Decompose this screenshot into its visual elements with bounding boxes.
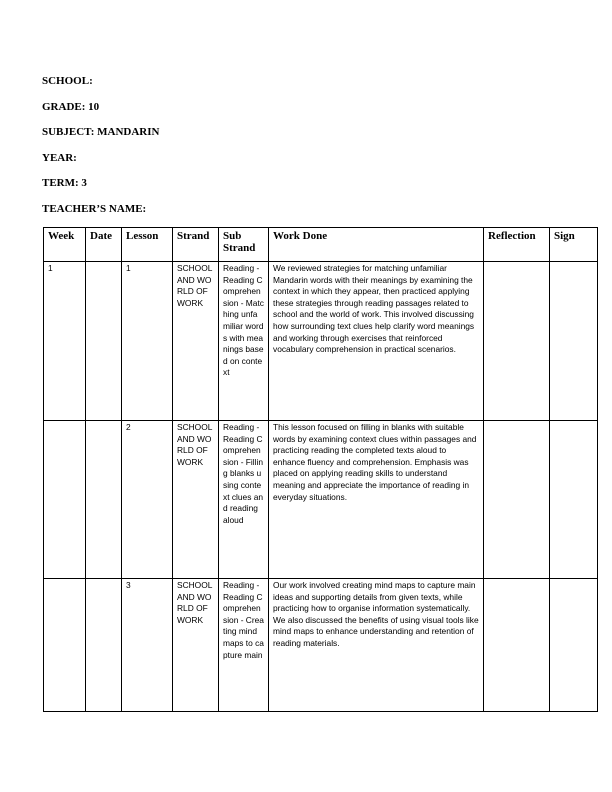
term-label: TERM: 3 (42, 177, 87, 190)
grade-label: GRADE: 10 (42, 100, 100, 113)
column-header-strand: Strand (173, 228, 219, 262)
date-cell (86, 579, 122, 712)
column-header-sub-strand: Sub Strand (219, 228, 269, 262)
lesson-cell: 1 (122, 262, 173, 421)
lesson-log-table (43, 227, 598, 712)
column-header-week: Week (44, 228, 86, 262)
work-done-cell: This lesson focused on filling in blanks with suitable words by examining context clues within passages and practicing reading the completed texts aloud to enhance fluency and comprehension. Emphasis was placed on applying reading skills to understand meaning and appreciate the importance of reading in everyday situations. (269, 421, 484, 579)
column-header-work-done: Work Done (269, 228, 484, 262)
strand-cell: SCHOOL AND WORLD OF WORK (173, 421, 219, 579)
teacher-name-label: TEACHER’S NAME: (42, 202, 147, 215)
sign-cell (550, 262, 598, 421)
week-cell (44, 579, 86, 712)
strand-cell: SCHOOL AND WORLD OF WORK (173, 579, 219, 712)
date-cell (86, 421, 122, 579)
table-header-row (44, 228, 598, 262)
lesson-cell: 3 (122, 579, 173, 712)
document-header (42, 74, 159, 228)
year-label: YEAR: (42, 151, 77, 164)
column-header-sign: Sign (550, 228, 598, 262)
column-header-date: Date (86, 228, 122, 262)
strand-cell: SCHOOL AND WORLD OF WORK (173, 262, 219, 421)
column-header-reflection: Reflection (484, 228, 550, 262)
table-row (44, 421, 598, 579)
sub-strand-cell: Reading - Reading Comprehension - Creating mind maps to capture main (219, 579, 269, 712)
sub-strand-cell: Reading - Reading Comprehension - Matching unfamiliar words with meanings based on context (219, 262, 269, 421)
date-cell (86, 262, 122, 421)
sub-strand-cell: Reading - Reading Comprehension - Filling blanks using context clues and reading aloud (219, 421, 269, 579)
subject-label: SUBJECT: MANDARIN (42, 126, 160, 139)
column-header-lesson: Lesson (122, 228, 173, 262)
work-done-cell: Our work involved creating mind maps to capture main ideas and supporting details from given texts, while practicing how to organise information systematically. We also discussed the benefits of using visual tools like mind maps to enhance understanding and retention of reading materials. (269, 579, 484, 712)
work-done-cell: We reviewed strategies for matching unfamiliar Mandarin words with their meanings by examining the context in which they appear, then practiced applying these strategies through reading passages related to school and the world of work. This involved discussing how surrounding text clues help clarify word meanings and working through exercises that reinforced vocabulary comprehension in practical scenarios. (269, 262, 484, 421)
week-cell: 1 (44, 262, 86, 421)
lesson-cell: 2 (122, 421, 173, 579)
school-label: SCHOOL: (42, 75, 93, 87)
reflection-cell (484, 262, 550, 421)
table-row (44, 262, 598, 421)
table-row (44, 579, 598, 712)
week-cell (44, 421, 86, 579)
reflection-cell (484, 421, 550, 579)
reflection-cell (484, 579, 550, 712)
sign-cell (550, 421, 598, 579)
sign-cell (550, 579, 598, 712)
